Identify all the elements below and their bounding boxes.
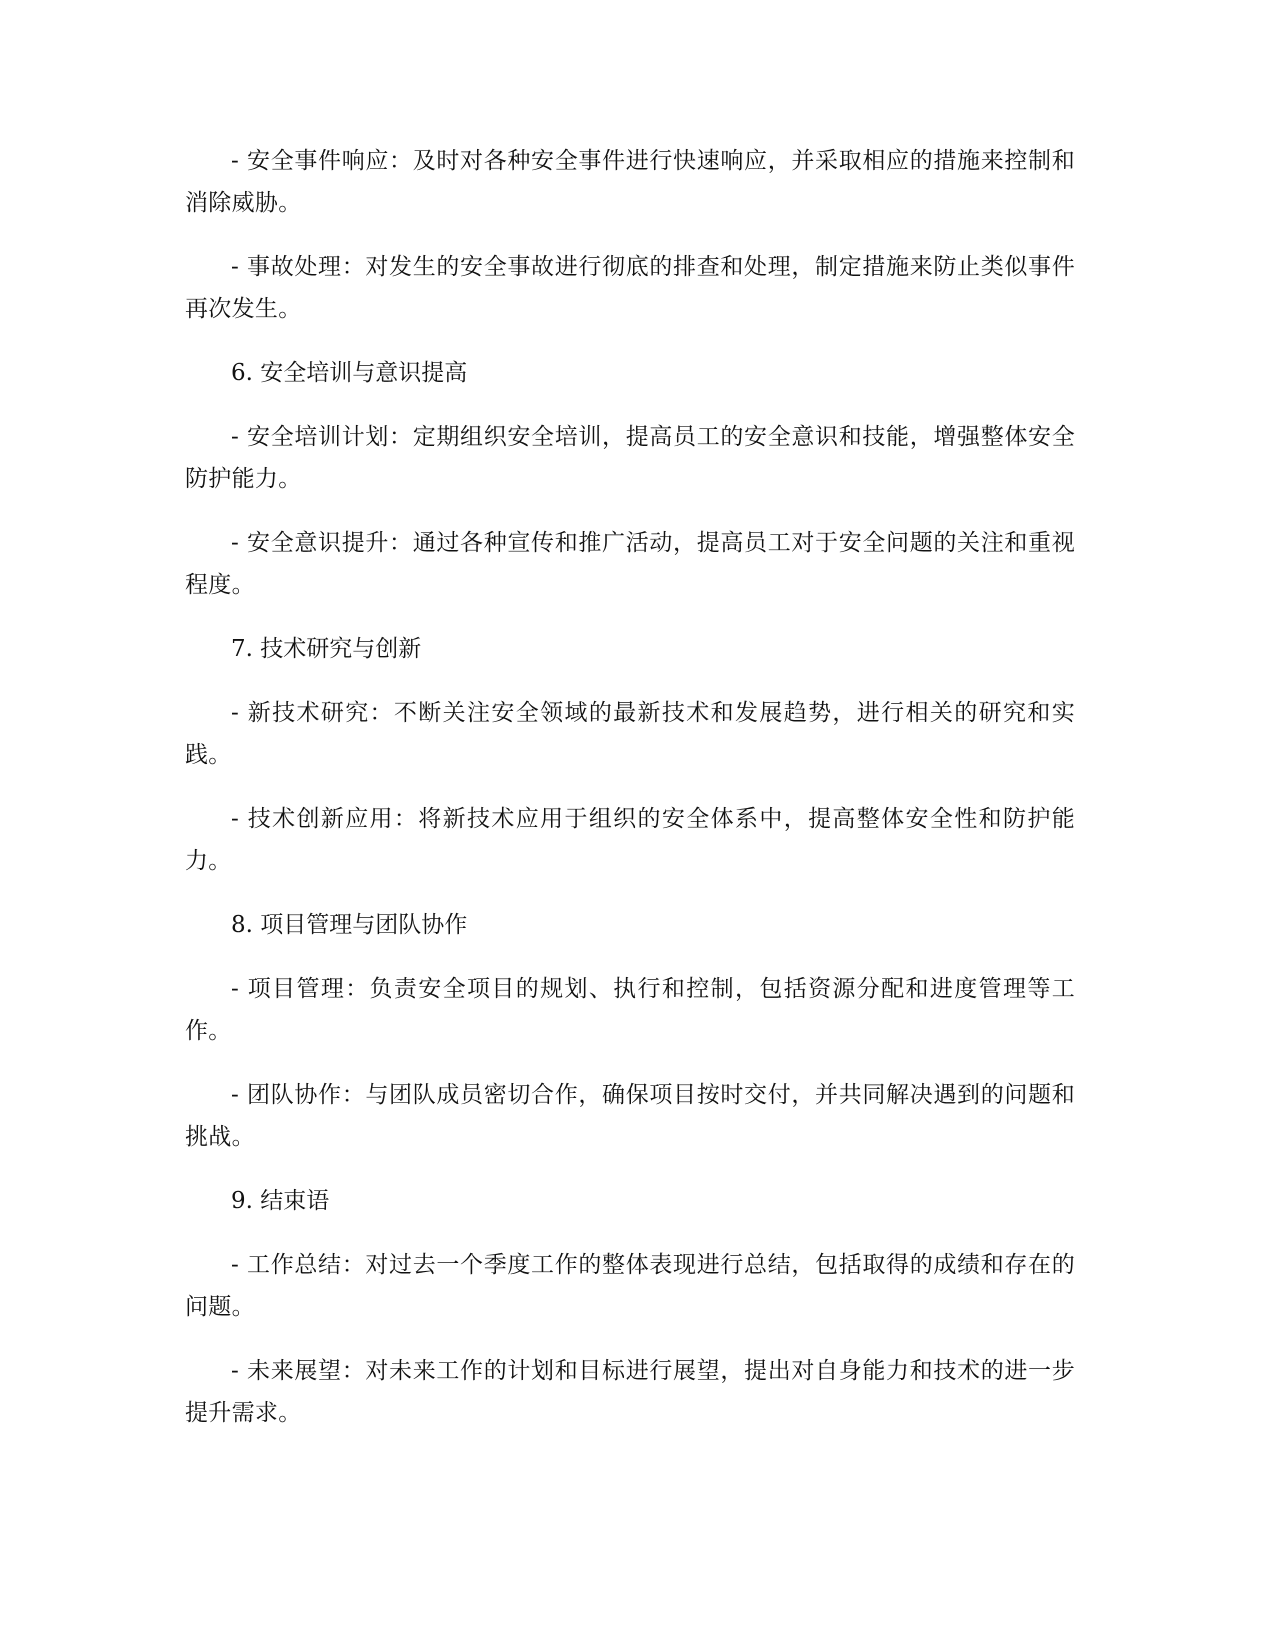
paragraph-training-plan: - 安全培训计划：定期组织安全培训，提高员工的安全意识和技能，增强整体安全防护能力。 <box>185 424 1075 492</box>
paragraph-future-outlook: - 未来展望：对未来工作的计划和目标进行展望，提出对自身能力和技术的进一步提升需求。 <box>185 1358 1075 1426</box>
paragraph-project-management: - 项目管理：负责安全项目的规划、执行和控制，包括资源分配和进度管理等工作。 <box>185 976 1075 1044</box>
paragraph-accident-handling: - 事故处理：对发生的安全事故进行彻底的排查和处理，制定措施来防止类似事件再次发生。 <box>185 254 1075 322</box>
paragraph-tech-innovation: - 技术创新应用：将新技术应用于组织的安全体系中，提高整体安全性和防护能力。 <box>185 806 1075 874</box>
section-heading-7: 7. 技术研究与创新 <box>231 636 422 662</box>
paragraph-security-incident-response: - 安全事件响应：及时对各种安全事件进行快速响应，并采取相应的措施来控制和消除威胁。 <box>185 148 1075 216</box>
paragraph-new-tech-research: - 新技术研究：不断关注安全领域的最新技术和发展趋势，进行相关的研究和实践。 <box>185 700 1075 768</box>
paragraph-awareness-improvement: - 安全意识提升：通过各种宣传和推广活动，提高员工对于安全问题的关注和重视程度。 <box>185 530 1075 598</box>
paragraph-team-collaboration: - 团队协作：与团队成员密切合作，确保项目按时交付，并共同解决遇到的问题和挑战。 <box>185 1082 1075 1150</box>
section-heading-6: 6. 安全培训与意识提高 <box>231 360 468 386</box>
paragraph-work-summary: - 工作总结：对过去一个季度工作的整体表现进行总结，包括取得的成绩和存在的问题。 <box>185 1252 1075 1320</box>
document-page <box>185 140 1075 1456</box>
section-heading-9: 9. 结束语 <box>231 1188 330 1214</box>
section-heading-8: 8. 项目管理与团队协作 <box>231 912 468 938</box>
